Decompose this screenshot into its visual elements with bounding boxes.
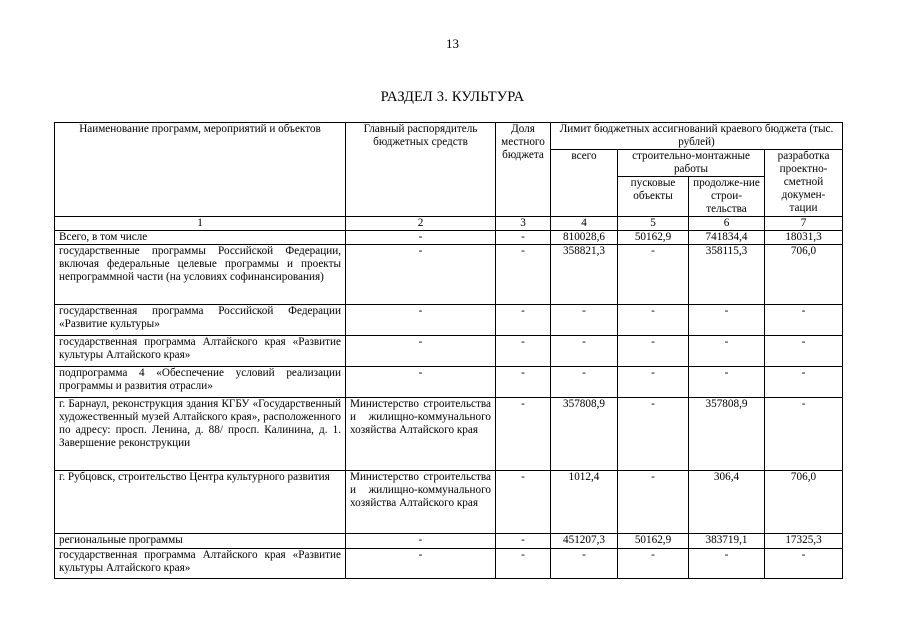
section-title: РАЗДЕЛ 3. КУЛЬТУРА (380, 89, 525, 105)
header-continuing: продолже-ние строи-тельства (689, 177, 765, 217)
row-local-share: - (496, 367, 551, 398)
row-total: 357808,9 (551, 398, 618, 471)
row-total: - (551, 336, 618, 367)
header-total: всего (551, 150, 618, 217)
row-startup: 50162,9 (618, 231, 689, 245)
row-continuing: - (689, 367, 765, 398)
row-continuing: - (689, 549, 765, 579)
row-design: - (765, 398, 843, 471)
column-number: 7 (765, 217, 843, 231)
row-startup: - (618, 367, 689, 398)
row-continuing: - (689, 305, 765, 336)
row-design: 706,0 (765, 471, 843, 534)
row-distributor: - (346, 336, 496, 367)
column-number: 1 (55, 217, 346, 231)
row-continuing: 741834,4 (689, 231, 765, 245)
row-name: Всего, в том числе (55, 231, 346, 245)
header-construction: строительно-монтажные работы (618, 150, 765, 177)
row-distributor: - (346, 245, 496, 305)
row-design: - (765, 305, 843, 336)
table-row (55, 367, 843, 398)
row-total: 1012,4 (551, 471, 618, 534)
column-number: 2 (346, 217, 496, 231)
header-limit: Лимит бюджетных ассигнований краевого бюджета (тыс. рублей) (551, 123, 843, 150)
row-name: государственные программы Российской Федерации, включая федеральные целевые программы и проекты непрограммной части (на условиях софинансирования) (55, 245, 346, 305)
table-row (55, 398, 843, 471)
row-distributor: Министерство строительства и жилищно-коммунального хозяйства Алтайского края (346, 398, 496, 471)
row-design: - (765, 367, 843, 398)
page-number: 13 (446, 36, 459, 51)
row-name: государственная программа Алтайского края «Развитие культуры Алтайского края» (55, 549, 346, 579)
table-row (55, 245, 843, 305)
row-design: - (765, 336, 843, 367)
row-total: 358821,3 (551, 245, 618, 305)
column-number: 6 (689, 217, 765, 231)
row-startup: - (618, 305, 689, 336)
row-local-share: - (496, 398, 551, 471)
budget-table (54, 122, 843, 579)
column-number: 3 (496, 217, 551, 231)
header-distributor: Главный распорядитель бюджетных средств (346, 123, 496, 217)
row-startup: - (618, 471, 689, 534)
row-distributor: Министерство строительства и жилищно-коммунального хозяйства Алтайского края (346, 471, 496, 534)
row-total: - (551, 305, 618, 336)
header-name: Наименование программ, мероприятий и объектов (55, 123, 346, 217)
row-startup: - (618, 245, 689, 305)
header-design: разработка проектно-сметной докумен-тации (765, 150, 843, 217)
row-name: государственная программа Российской Федерации «Развитие культуры» (55, 305, 346, 336)
column-number: 5 (618, 217, 689, 231)
row-distributor: - (346, 549, 496, 579)
row-total: 810028,6 (551, 231, 618, 245)
row-startup: - (618, 549, 689, 579)
table-row (55, 336, 843, 367)
row-local-share: - (496, 231, 551, 245)
row-local-share: - (496, 336, 551, 367)
row-local-share: - (496, 549, 551, 579)
row-local-share: - (496, 305, 551, 336)
row-distributor: - (346, 305, 496, 336)
row-design: 17325,3 (765, 534, 843, 549)
row-continuing: 358115,3 (689, 245, 765, 305)
row-local-share: - (496, 471, 551, 534)
table-row (55, 231, 843, 245)
table-row (55, 305, 843, 336)
row-name: г. Рубцовск, строительство Центра культурного развития (55, 471, 346, 534)
row-distributor: - (346, 231, 496, 245)
row-design: - (765, 549, 843, 579)
row-name: подпрограмма 4 «Обеспечение условий реализации программы и развития отрасли» (55, 367, 346, 398)
row-continuing: 383719,1 (689, 534, 765, 549)
row-total: - (551, 367, 618, 398)
header-startup: пусковые объекты (618, 177, 689, 217)
row-distributor: - (346, 534, 496, 549)
row-name: государственная программа Алтайского края «Развитие культуры Алтайского края» (55, 336, 346, 367)
table-row (55, 471, 843, 534)
row-local-share: - (496, 534, 551, 549)
row-continuing: 357808,9 (689, 398, 765, 471)
row-total: 451207,3 (551, 534, 618, 549)
table-row (55, 549, 843, 579)
column-number: 4 (551, 217, 618, 231)
row-startup: - (618, 336, 689, 367)
table-row (55, 534, 843, 549)
row-total: - (551, 549, 618, 579)
row-distributor: - (346, 367, 496, 398)
column-number-row (55, 217, 843, 231)
row-startup: - (618, 398, 689, 471)
row-local-share: - (496, 245, 551, 305)
row-name: региональные программы (55, 534, 346, 549)
row-design: 18031,3 (765, 231, 843, 245)
row-startup: 50162,9 (618, 534, 689, 549)
row-continuing: - (689, 336, 765, 367)
row-continuing: 306,4 (689, 471, 765, 534)
header-local-share: Доля местного бюджета (496, 123, 551, 217)
row-name: г. Барнаул, реконструкция здания КГБУ «Государственный художественный музей Алтайского края», расположенного по адресу: просп. Ленина, д. 88/ просп. Калинина, д. 1. Завершение реконструкции (55, 398, 346, 471)
row-design: 706,0 (765, 245, 843, 305)
